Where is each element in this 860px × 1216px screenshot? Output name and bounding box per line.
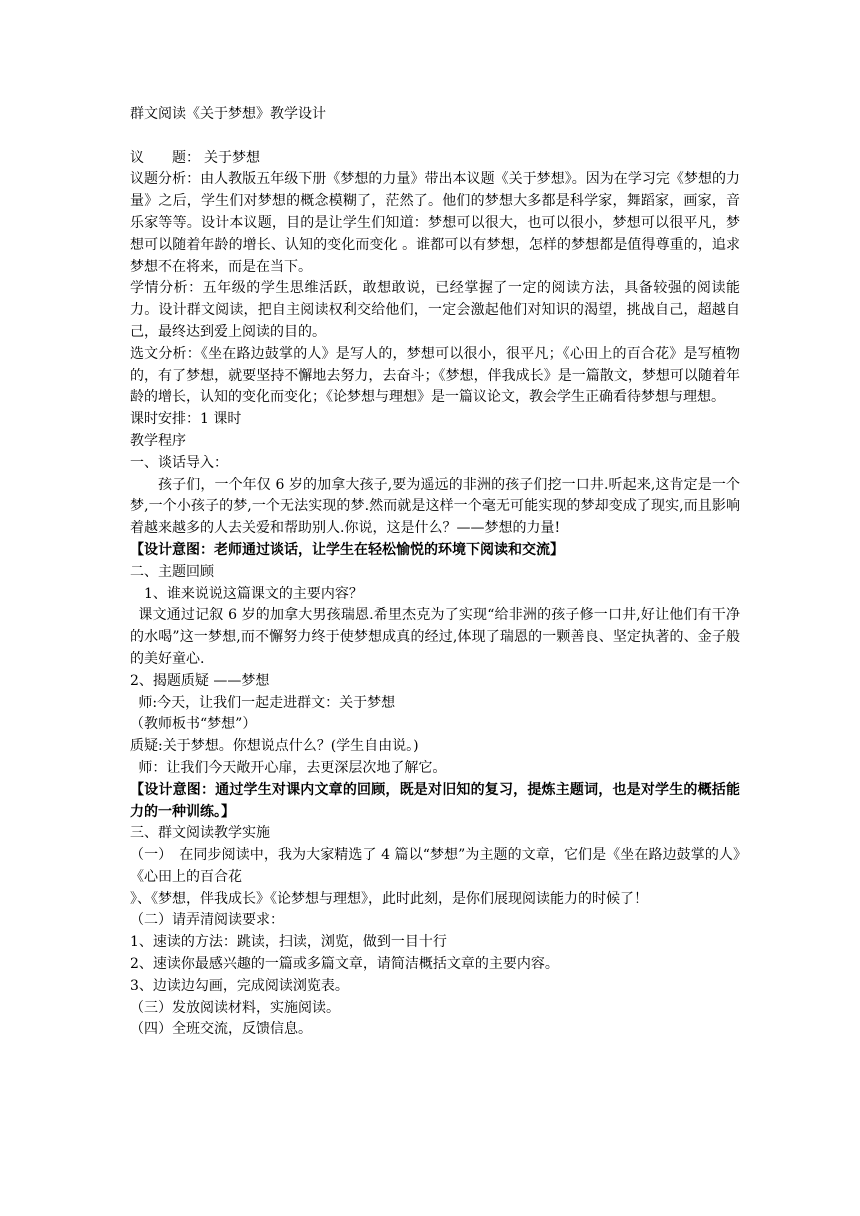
design-intent-2: 【设计意图：通过学生对课内文章的回顾，既是对旧知的复习，提炼主题词，也是对学生的概括能力的一种训练。】 (130, 781, 740, 820)
review-answer: 课文通过记叙 6 岁的加拿大男孩瑞恩.希里杰克为了实现“给非洲的孩子修一口井,好让他们有干净的水喝”这一梦想,而不懈努力终于使梦想成真的经过,体现了瑞恩的一颗善良、坚定执著的、金子般的美好童心. (130, 607, 740, 667)
topic-line (130, 148, 740, 170)
topic-label: 议 题： (130, 149, 200, 166)
teacher-line-1: 师:今天，让我们一起走进群文：关于梦想 (138, 694, 396, 711)
question-line: 质疑:关于梦想。你想说点什么？(学生自由说。) (130, 738, 419, 755)
step-1: （一） 在同步阅读中，我为大家精选了 4 篇以“梦想”为主题的文章，它们是《坐在路边鼓掌的人》《心田上的百合花 (130, 847, 740, 885)
review-question: 1、谁来说说这篇课文的主要内容？ (144, 585, 363, 602)
class-hours: 课时安排：1 课时 (130, 411, 242, 428)
section-1-heading: 一、谈话导入： (130, 454, 228, 471)
document-title: 群文阅读《关于梦想》教学设计 (130, 106, 326, 122)
reading-annotation: 3、边读边勾画，完成阅读浏览表。 (130, 977, 349, 994)
topic-value: 关于梦想 (204, 149, 260, 166)
reveal-topic: 2、揭题质疑 ——梦想 (130, 672, 270, 689)
section-3-heading: 三、群文阅读教学实施 (130, 825, 270, 842)
topic-analysis: 议题分析：由人教版五年级下册《梦想的力量》带出本议题《关于梦想》。因为在学习完《梦想的力量》之后，学生们对梦想的概念模糊了，茫然了。他们的梦想大多都是科学家，舞蹈家，画家，音乐家等等。设计本议题，目的是让学生们知道：梦想可以很大，也可以很小，梦想可以很平凡，梦想可以随着年龄的增长、认知的变化而变化 。谁都可以有梦想，怎样的梦想都是值得尊重的，追求梦想不在将来，而是在当下。 (130, 171, 740, 275)
document-body (130, 104, 740, 1041)
design-intent-1: 【设计意图：老师通过谈话，让学生在轻松愉悦的环境下阅读和交流】 (130, 541, 564, 558)
teaching-procedure-heading: 教学程序 (130, 432, 186, 449)
student-analysis: 学情分析：五年级的学生思维活跃，敢想敢说，已经掌握了一定的阅读方法，具备较强的阅读能力。设计群文阅读，把自主阅读权利交给他们，一定会激起他们对知识的渴望，挑战自己，超越自己，最终达到爱上阅读的目的。 (130, 280, 740, 340)
section-2-heading: 二、主题回顾 (130, 563, 214, 580)
board-writing: （教师板书“梦想”） (130, 716, 257, 733)
teacher-line-2: 师：让我们今天敞开心扉，去更深层次地了解它。 (138, 759, 447, 776)
step-2: （二）请弄清阅读要求： (130, 912, 284, 929)
reading-method: 1、速读的方法：跳读，扫读，浏览，做到一目十行 (130, 934, 447, 951)
reading-task: 2、速读你最感兴趣的一篇或多篇文章，请简洁概括文章的主要内容。 (130, 956, 559, 973)
step-3: （三）发放阅读材料，实施阅读。 (130, 999, 340, 1016)
intro-talk-paragraph: 孩子们，一个年仅 6 岁的加拿大孩子,要为遥远的非洲的孩子们挖一口井.听起来,这肯定是一个梦,一个小孩子的梦,一个无法实现的梦.然而就是这样一个毫无可能实现的梦却变成了现实,而且影响着越来越多的人去关爱和帮助别人.你说，这是什么？——梦想的力量! (130, 476, 740, 537)
step-4: （四）全班交流，反馈信息。 (130, 1021, 312, 1038)
text-selection-analysis: 选文分析：《坐在路边鼓掌的人》是写人的，梦想可以很小，很平凡；《心田上的百合花》是写植物的，有了梦想，就要坚持不懈地去努力，去奋斗；《梦想，伴我成长》是一篇散文，梦想可以随着年龄的增长，认知的变化而变化；《论梦想与理想》是一篇议论文，教会学生正确看待梦想与理想。 (130, 345, 740, 406)
step-1-continued: 》、《梦想，伴我成长》《论梦想与理想》，此时此刻，是你们展现阅读能力的时候了！ (130, 890, 648, 907)
